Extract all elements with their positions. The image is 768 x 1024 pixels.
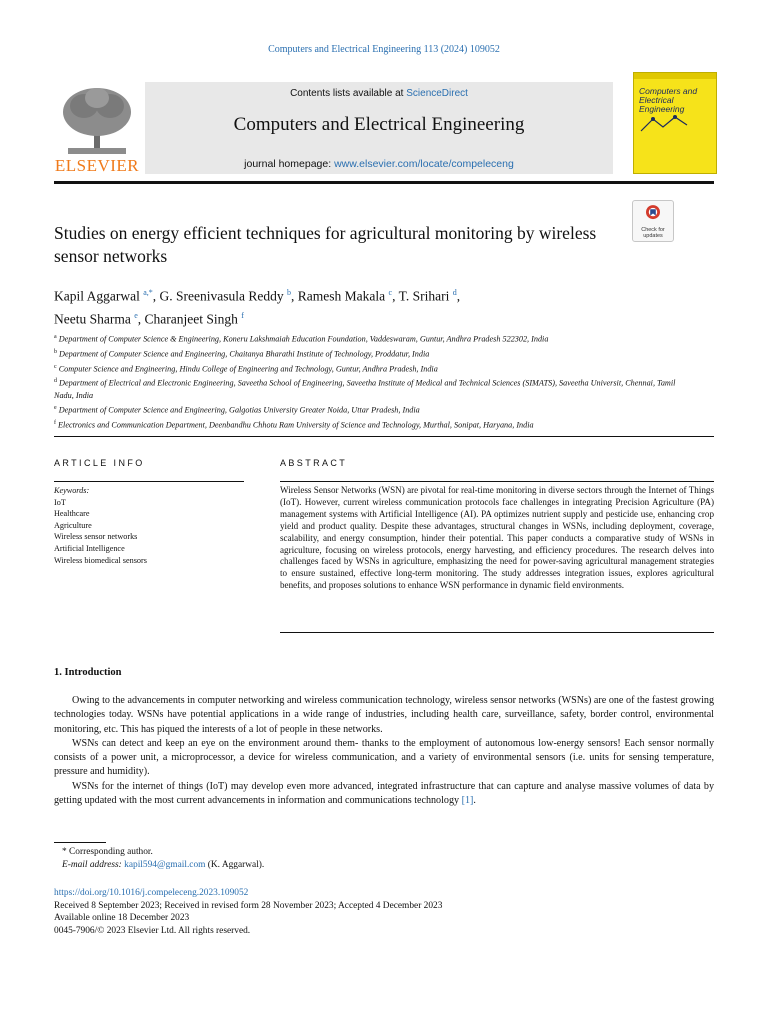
copyright: 0045-7906/© 2023 Elsevier Ltd. All rights reserved. <box>54 925 251 936</box>
email-line <box>54 859 654 872</box>
check-for-updates-button[interactable] <box>632 200 674 242</box>
author-name[interactable]: Neetu Sharma <box>54 311 131 326</box>
introduction-heading: 1. Introduction <box>54 667 122 678</box>
affiliation-text: Computer Science and Engineering, Hindu College of Engineering and Technology, Guntur, Andhra Pradesh, India <box>58 364 438 374</box>
affiliation-item <box>54 346 694 361</box>
author-affiliation-marker[interactable]: e <box>134 310 138 320</box>
contents-line <box>145 88 613 99</box>
paper-title: Studies on energy efficient techniques for agricultural monitoring by wireless sensor networks <box>54 223 597 266</box>
intro-paragraph: Owing to the advancements in computer networking and wireless communication technology, wireless sensor networks (WSNs) are one of the fastest growing technologies today. WSNs have potential applications in a wide range of industries, including health care, surveillance, safety, border control, environmental monitoring, etc. This has piqued the interests of a lot of people in these networks. <box>54 695 714 735</box>
author-name[interactable]: Kapil Aggarwal <box>54 288 140 304</box>
introduction-body <box>54 694 714 808</box>
publication-info <box>54 887 654 937</box>
check-updates-label: Check for updates <box>641 227 665 239</box>
affiliation-text: Department of Computer Science and Engineering, Galgotias University Greater Noida, Uttar Pradesh, India <box>58 406 420 416</box>
journal-citation-link[interactable]: Computers and Electrical Engineering 113 (2024) 109052 <box>268 44 500 55</box>
email-label: E-mail address: <box>62 860 122 870</box>
affiliation-marker: e <box>54 405 57 412</box>
intro-paragraph-text: WSNs for the internet of things (IoT) may develop even more advanced, integrated infrastructure that can capture and analyse massive volumes of data by getting updated with the most current advancements in information and communications technology <box>54 780 714 807</box>
contents-prefix: Contents lists available at <box>290 88 407 99</box>
cover-topbar <box>634 73 716 79</box>
affiliation-item <box>54 331 694 346</box>
section-divider <box>54 436 714 437</box>
author-name[interactable]: G. Sreenivasula Reddy <box>159 288 284 304</box>
doi-link[interactable]: https://doi.org/10.1016/j.compeleceng.2023.109052 <box>54 888 249 898</box>
homepage-prefix: journal homepage: <box>244 158 335 170</box>
abstract-heading: ABSTRACT <box>280 458 348 468</box>
affiliation-text: Department of Electrical and Electronic Engineering, Saveetha School of Engineering, Saveetha Institute of Medical and Technical Sciences (SIMATS), Saveetha Universit, Chennai, Tamil Nadu, India <box>54 379 676 401</box>
keywords-label: Keywords: <box>54 486 90 495</box>
received-dates: Received 8 September 2023; Received in revised form 28 November 2023; Accepted 4 December 2023 <box>54 900 443 911</box>
author-affiliation-marker[interactable]: a,* <box>143 288 153 297</box>
journal-title: Computers and Electrical Engineering <box>233 114 525 135</box>
keywords-list <box>54 485 244 566</box>
affiliation-item <box>54 417 694 432</box>
affiliation-marker: c <box>54 363 57 370</box>
cover-title-line2: Electrical Engineering <box>639 95 685 114</box>
abstract-bottom-rule <box>280 632 714 633</box>
publisher-name: ELSEVIER <box>54 156 140 175</box>
cover-title-line1: Computers and <box>639 86 698 96</box>
journal-homepage-link[interactable]: www.elsevier.com/locate/compeleceng <box>334 158 514 170</box>
affiliation-marker: d <box>54 378 57 385</box>
available-online: Available online 18 December 2023 <box>54 913 190 923</box>
affiliation-item <box>54 361 694 376</box>
abstract-text: Wireless Sensor Networks (WSN) are pivotal for real-time monitoring in diverse sectors through the Internet of Things (IoT). However, current wireless communication protocols face challenges in integrating Precision Agriculture (PA) management systems with Artificial Intelligence (AI). PA optimizes nutrient supply and pesticide use, enhancing crop yield and product quality. Despite these advantages, structural changes in WSNs, including deployment, coverage, scalability, and energy consumption, hinder their potential. This paper conducts a comparative study of WSNs in agriculture, focusing on wireless protocols, energy harvesting, and efficiency procedures. The research delves into challenges faced by WSNs in agriculture, emphasizing the need for power-saving agricultural management strategies to ensure sustained, effective long-term monitoring. The study addresses integration issues, explores agricultural benefits, and proposes solutions to enhance WSN performance in dynamic field environments. <box>280 485 714 591</box>
keyword-item: Wireless biomedical sensors <box>54 555 147 565</box>
author-name[interactable]: T. Srihari <box>398 288 450 304</box>
author-affiliation-marker[interactable]: d <box>452 288 457 297</box>
intro-paragraph-end: . <box>473 795 476 807</box>
article-info-rule <box>54 481 244 482</box>
affiliation-text: Department of Computer Science and Engineering, Chaitanya Bharathi Institute of Technology, Proddatur, India <box>59 349 430 359</box>
affiliations <box>54 331 694 432</box>
journal-cover-image[interactable] <box>633 72 717 174</box>
affiliation-item <box>54 402 694 417</box>
affiliation-marker: b <box>54 348 57 355</box>
footnote <box>54 846 654 872</box>
abstract-rule <box>280 481 714 482</box>
article-info-heading: ARTICLE INFO <box>54 458 145 468</box>
author-affiliation-marker[interactable]: b <box>287 288 292 297</box>
affiliation-text: Department of Computer Science & Engineering, Koneru Lakshmaiah Education Foundation, Vaddeswaram, Guntur, Andhra Pradesh 522302, India <box>58 334 549 344</box>
intro-paragraph: WSNs can detect and keep an eye on the environment around them- thanks to the employment of autonomous low-energy sensors! Each sensor normally consists of a power unit, a microprocessor, a device for wireless communication, and a variety of environmental sensors (i.e. units for sensing temperature, pressure and humidity). <box>54 737 714 778</box>
keyword-item: Healthcare <box>54 509 90 519</box>
journal-header <box>54 76 716 180</box>
keyword-item: Wireless sensor networks <box>54 532 138 542</box>
reference-link[interactable]: [1] <box>461 795 474 807</box>
intro-paragraph <box>54 780 714 809</box>
sciencedirect-link[interactable]: ScienceDirect <box>406 88 468 99</box>
affiliation-text: Electronics and Communication Department, Deenbandhu Chhotu Ram University of Science and Technology, Murthal, Sonipat, Haryana, India <box>58 420 534 430</box>
affiliation-marker: a <box>54 334 57 340</box>
keyword-item: IoT <box>54 497 66 507</box>
cover-title <box>639 87 716 114</box>
keyword-item: Artificial Intelligence <box>54 543 125 553</box>
author-list: Kapil Aggarwal $^{a,*}$, G. Sreenivasula Reddy $^b$, Ramesh Makala $^c$, T. Srihari $^d$, Neetu Sharma $^e$, Charanjeet Singh $^f$ <box>54 288 461 326</box>
email-link[interactable]: kapil594@gmail.com <box>124 860 206 870</box>
corresponding-author-note: * Corresponding author. <box>62 847 153 857</box>
author-name[interactable]: Ramesh Makala <box>297 288 386 304</box>
cover-circuit-icon <box>639 113 689 135</box>
email-owner: (K. Aggarwal). <box>207 860 265 870</box>
header-rule <box>54 181 714 184</box>
journal-header-box <box>145 82 613 174</box>
affiliation-marker: f <box>54 420 56 427</box>
homepage-line <box>145 158 613 170</box>
author-affiliation-marker[interactable]: f <box>241 310 244 320</box>
keyword-item: Agriculture <box>54 520 92 530</box>
affiliation-item <box>54 375 694 402</box>
footnote-rule <box>54 842 106 843</box>
author-affiliation-marker[interactable]: c <box>388 288 393 297</box>
author-name[interactable]: Charanjeet Singh <box>144 311 238 326</box>
